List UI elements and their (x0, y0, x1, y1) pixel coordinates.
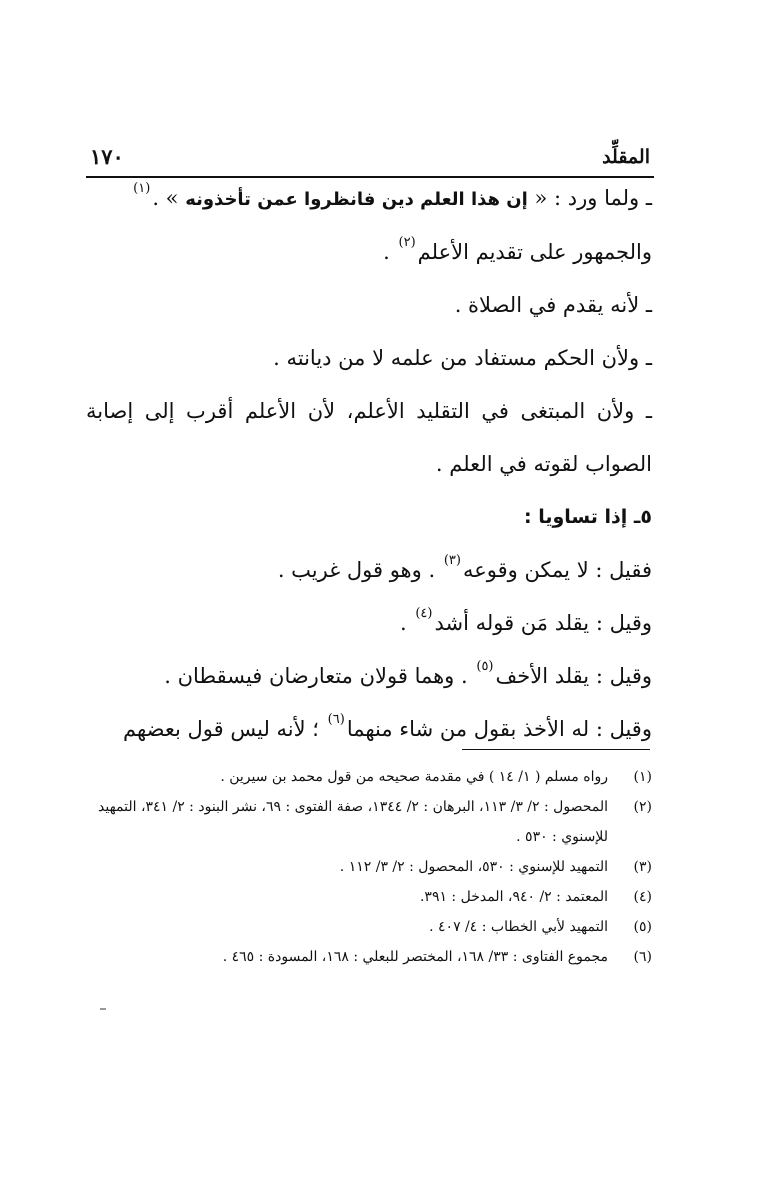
page-number: ١٧٠ (90, 144, 124, 169)
scan-speck (100, 1008, 106, 1010)
majority-end: . (383, 240, 397, 264)
footnote-ref-3[interactable]: (٣) (443, 553, 461, 568)
footnote-ref-6[interactable]: (٦) (327, 712, 345, 727)
opinion-1-end: . وهو قول غريب . (277, 558, 442, 582)
opinion-3-text: وقيل : يقلد الأخف (495, 664, 652, 688)
hadith-suffix: » . (152, 186, 186, 210)
paragraph-majority (86, 226, 652, 279)
footnotes (86, 762, 652, 972)
opinion-4-end: ؛ لأنه ليس قول بعضهم (123, 717, 326, 741)
main-text (86, 172, 652, 756)
footnote-number: (١) (633, 769, 652, 785)
footnote-ref-2[interactable]: (٢) (398, 235, 416, 250)
hadith-quote: إن هذا العلم دين فانظروا عمن تأخذونه (185, 189, 528, 210)
paragraph-ruling: ـ ولأن الحكم مستفاد من علمه لا من ديانته . (273, 346, 652, 370)
opinion-2-end: . (399, 611, 414, 635)
footnote-number: (٣) (633, 859, 652, 875)
footnote-number: (٥) (633, 919, 652, 935)
majority-text: والجمهور على تقديم الأعلم (417, 240, 652, 264)
footnote (86, 882, 652, 912)
footnote-text: التمهيد للإسنوي : ٥٣٠، المحصول : ٢/ ٣/ ١١٢ . (339, 859, 608, 875)
paragraph-opinion-2 (86, 597, 652, 650)
paragraph-prayer: ـ لأنه يقدم في الصلاة . (454, 293, 652, 317)
footnote (86, 912, 652, 942)
footnote-text: المعتمد : ٢/ ٩٤٠، المدخل : ٣٩١. (419, 889, 608, 905)
footnote (86, 762, 652, 792)
footnote (86, 942, 652, 972)
paragraph-opinion-3 (86, 650, 652, 703)
footnote (86, 852, 652, 882)
footnote-number: (٤) (633, 889, 652, 905)
footnote-text: التمهيد لأبي الخطاب : ٤/ ٤٠٧ . (429, 919, 608, 935)
footnote-ref-1[interactable]: (١) (133, 181, 151, 196)
opinion-4-text: وقيل : له الأخذ بقول من شاء منهما (346, 717, 652, 741)
opinion-1-text: فقيل : لا يمكن وقوعه (462, 558, 652, 582)
footnote-text: رواه مسلم ( ١/ ١٤ ) في مقدمة صحيحه من قول محمد بن سيرين . (220, 769, 608, 785)
footnote-text: مجموع الفتاوى : ٣٣/ ١٦٨، المختصر للبعلي : ١٦٨، المسودة : ٤٦٥ . (222, 949, 608, 965)
paragraph-hadith (86, 172, 652, 226)
running-title: المقلِّد (602, 146, 650, 168)
footnote-ref-5[interactable]: (٥) (476, 659, 494, 674)
paragraph-most-knowledgeable: ـ ولأن المبتغى في التقليد الأعلم، لأن الأعلم أقرب إلى إصابة الصواب لقوته في العلم . (86, 399, 652, 476)
section-heading: ٥ـ إذا تساويا : (523, 506, 652, 528)
footnote-ref-4[interactable]: (٤) (415, 606, 433, 621)
paragraph-opinion-1 (86, 544, 652, 597)
footnote-separator (462, 749, 650, 750)
hadith-prefix: ـ ولما ورد : « (527, 186, 652, 210)
footnote-text: المحصول : ٢/ ٣/ ١١٣، البرهان : ٢/ ١٣٤٤، صفة الفتوى : ٦٩، نشر البنود : ٢/ ٣٤١، التمهيد للإسنوي : ٥٣٠ . (98, 799, 608, 845)
footnote-number: (٢) (633, 799, 652, 815)
footnote-number: (٦) (633, 949, 652, 965)
opinion-2-text: وقيل : يقلد مَن قوله أشد (434, 611, 652, 635)
opinion-3-end: . وهما قولان متعارضان فيسقطان . (164, 664, 475, 688)
footnote (86, 792, 652, 852)
